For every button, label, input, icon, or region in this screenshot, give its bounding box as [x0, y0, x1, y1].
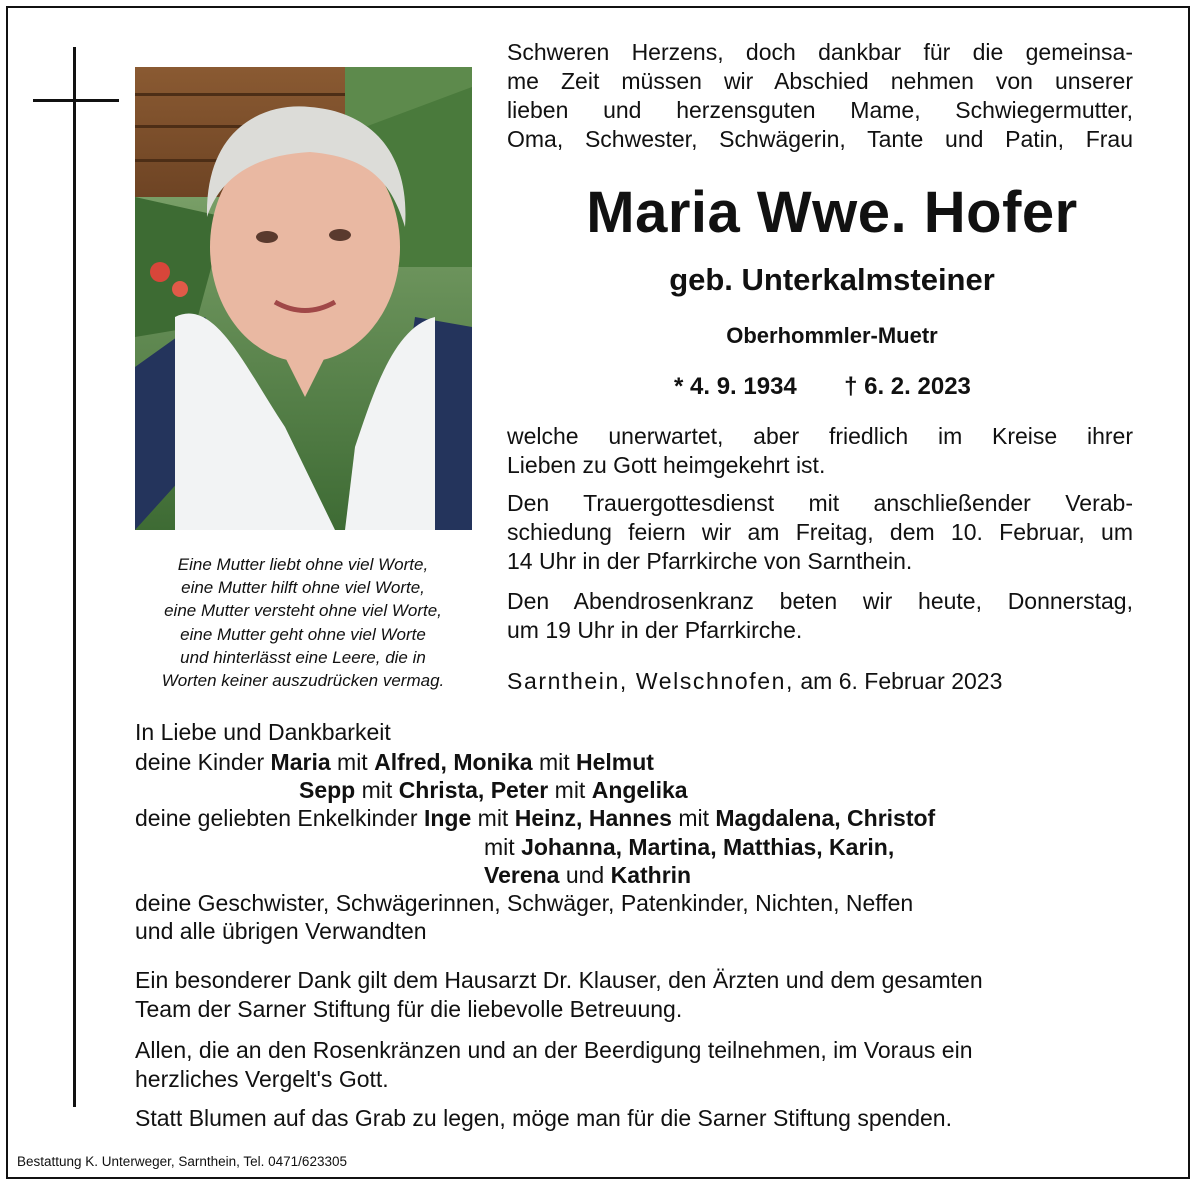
child-name: Sepp [299, 777, 356, 803]
thanks-line: Allen, die an den Rosenkränzen und an der Beerdigung teilnehmen, im Voraus ein [135, 1037, 973, 1063]
children-row [299, 776, 688, 804]
thanks-attendees [135, 1036, 1135, 1094]
cross-horizontal-bar [33, 99, 119, 102]
funeral-line: schiedung feiern wir am Freitag, dem 10. Februar, um [507, 519, 1133, 545]
grandchild-name: Johanna, Martina, Matthias, Karin, [521, 834, 895, 860]
poem-line: eine Mutter versteht ohne viel Worte, [164, 601, 442, 621]
children-row [135, 748, 654, 776]
child-name: Angelika [591, 777, 688, 803]
funeral-line: Den Trauergottesdienst mit anschließender Verab- [507, 490, 1133, 516]
passing-paragraph [507, 422, 1133, 480]
thanks-doctor [135, 966, 1135, 1024]
grandchildren-label: deine geliebten Enkelkinder [135, 805, 418, 831]
rosary-line: Den Abendrosenkranz beten wir heute, Donnerstag, [507, 588, 1133, 614]
donation-note [135, 1104, 1135, 1133]
intro-line: Oma, Schwester, Schwägerin, Tante und Patin, Frau [507, 126, 1133, 152]
connector-word: mit [538, 749, 570, 775]
undertaker-credit: Bestattung K. Unterweger, Sarnthein, Tel. 0471/623305 [17, 1154, 347, 1169]
passing-line: welche unerwartet, aber friedlich im Kreise ihrer [507, 423, 1133, 449]
portrait-photo [135, 67, 472, 530]
funeral-paragraph [507, 489, 1133, 576]
children-label: deine Kinder [135, 749, 265, 775]
grandchild-name: Hannes [588, 805, 672, 831]
places: Sarnthein, Welschnofen, [507, 668, 794, 694]
connector-word: mit [678, 805, 709, 831]
grandchild-name: Magdalena, [715, 805, 841, 831]
grandchildren-row [484, 833, 894, 861]
child-name: Peter [490, 777, 549, 803]
child-name: Monika [453, 749, 533, 775]
child-name: Maria [270, 749, 331, 775]
deceased-name: Maria Wwe. Hofer [586, 180, 1078, 245]
thanks-line: Team der Sarner Stiftung für die liebevolle Betreuung. [135, 996, 683, 1022]
grandchild-name: Christof [847, 805, 936, 831]
connector-word: mit [361, 777, 393, 803]
connector-word: mit [554, 777, 586, 803]
birth-name: geb. Unterkalmsteiner [669, 262, 995, 297]
funeral-line: 14 Uhr in der Pfarrkirche von Sarnthein. [507, 548, 913, 574]
portrait-image [135, 67, 472, 530]
child-name: Alfred, [374, 749, 447, 775]
intro-paragraph [507, 38, 1133, 154]
grandchild-name: Verena [484, 862, 560, 888]
relatives-line: und alle übrigen Verwandten [135, 918, 427, 944]
family-intro: In Liebe und Dankbarkeit [135, 719, 391, 745]
death-date: † 6. 2. 2023 [844, 373, 971, 400]
memorial-poem [128, 553, 478, 692]
intro-line: me Zeit müssen wir Abschied nehmen von unserer [507, 68, 1133, 94]
farm-nickname: Oberhommler-Muetr [726, 323, 938, 348]
grandchild-name: Heinz, [514, 805, 583, 831]
child-name: Christa, [398, 777, 485, 803]
thanks-line: herzliches Vergelt's Gott. [135, 1066, 389, 1092]
birth-date: * 4. 9. 1934 [674, 373, 797, 400]
donation-line: Statt Blumen auf das Grab zu legen, möge man für die Sarner Stiftung spenden. [135, 1105, 952, 1131]
poem-line: eine Mutter geht ohne viel Worte [180, 624, 426, 644]
connector-word: mit [337, 749, 368, 775]
poem-line: und hinterlässt eine Leere, die in [180, 647, 426, 667]
poem-line: eine Mutter hilft ohne viel Worte, [181, 578, 425, 598]
connector-word: mit [477, 805, 509, 831]
poem-line: Eine Mutter liebt ohne viel Worte, [177, 555, 429, 574]
relatives-line: deine Geschwister, Schwägerinnen, Schwäger, Patenkinder, Nichten, Neffen [135, 890, 914, 916]
life-dates [674, 372, 971, 402]
notice-date: am 6. Februar 2023 [800, 668, 1003, 694]
intro-line: lieben und herzensguten Mame, Schwiegermutter, [507, 97, 1133, 123]
grandchildren-row [484, 861, 691, 889]
passing-line: Lieben zu Gott heimgekehrt ist. [507, 452, 826, 478]
poem-line: Worten keiner auszudrücken vermag. [161, 671, 445, 691]
grandchild-name: Kathrin [610, 862, 692, 888]
grandchildren-row [135, 804, 935, 832]
connector-word: und [565, 862, 605, 888]
grandchild-name: Inge [423, 805, 472, 831]
thanks-line: Ein besonderer Dank gilt dem Hausarzt Dr. Klauser, den Ärzten und dem gesamten [135, 967, 983, 993]
cross-vertical-bar [73, 47, 76, 1107]
child-name: Helmut [576, 749, 654, 775]
rosary-paragraph [507, 587, 1133, 645]
connector-word: mit [484, 834, 515, 860]
place-and-date [507, 667, 1002, 696]
intro-line: Schweren Herzens, doch dankbar für die gemeinsa- [507, 39, 1133, 65]
rosary-line: um 19 Uhr in der Pfarrkirche. [507, 617, 803, 643]
